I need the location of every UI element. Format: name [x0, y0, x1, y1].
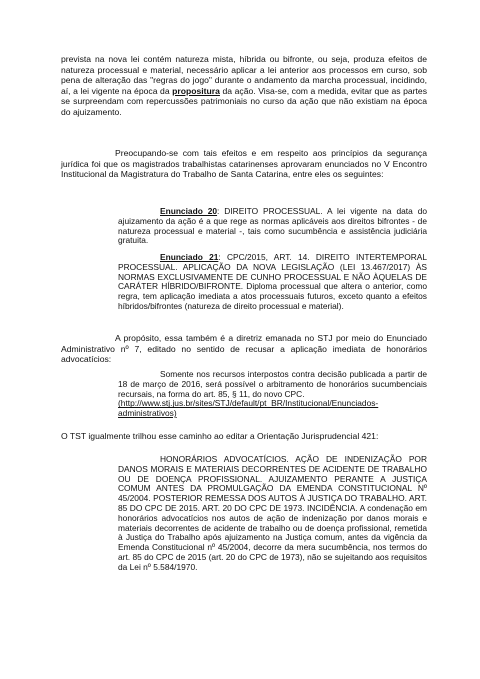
quote-text: : CPC/2015, ART. 14. DIREITO INTERTEMPORAL PROCESSUAL. APLICAÇÃO DA NOVA LEGISLAÇÃO (LEI 13.467/2017) ÀS NORMAS EXCLUSIVAMENTE DE CUNHO PROCESSUAL E NÃO ÀQUELAS DE CARÁTER HÍBRIDO/BIFRONTE. Diploma processual que altera o anterior, como regra, tem aplicação imediata a atos processuais futuros, exceto quanto a efeitos híbridos/bifrontes (natureza de direito processual e material). [118, 252, 428, 311]
paragraph-enunciados-intro [61, 148, 427, 180]
enunciado-21-label: Enunciado 21 [160, 252, 219, 262]
enunciado-20-label: Enunciado 20 [160, 206, 218, 216]
quote-oj-421 [118, 455, 427, 573]
paragraph-text: Preocupando-se com tais efeitos e em respeito aos princípios da segurança jurídica foi que os magistrados trabalhistas catarinenses aprovaram enunciados no V Encontro Institucional da Magistratura do Trabalho de Santa Catarina, entre eles os seguintes: [61, 148, 427, 180]
stj-source-link[interactable]: (http://www.stj.jus.br/sites/STJ/default/pt_BR/Institucional/Enunciados-administrativos) [118, 398, 379, 419]
quote-text: : DIREITO PROCESSUAL. A lei vigente na data do ajuizamento da ação é a que rege as normas aplicáveis aos direitos bifrontes - de natureza processual e material -, tais como sucumbência e assistência judiciária gratuita. [118, 206, 428, 246]
paragraph-stj [61, 333, 427, 365]
paragraph-text: O TST igualmente trilhou esse caminho ao editar a Orientação Jurisprudencial 421: [61, 431, 379, 441]
paragraph-tst [61, 431, 427, 442]
quote-stj-enunciado [118, 370, 427, 419]
quote-text: Somente nos recursos interpostos contra decisão publicada a partir de 18 de março de 2016, será possível o arbitramento de honorários sucumbenciais recursais, na forma do art. 85, § 11, do novo CPC. [118, 369, 427, 399]
emphasis-propositura: propositura [172, 85, 220, 96]
paragraph-text: da ação. Visa-se, com a medida, evitar que as partes se surpreendam com repercussões patrimoniais no curso da ação que não existiam na época do ajuizamento. [61, 85, 427, 117]
quote-enunciado-20 [118, 207, 427, 246]
quote-text: HONORÁRIOS ADVOCATÍCIOS. AÇÃO DE INDENIZAÇÃO POR DANOS MORAIS E MATERIAIS DECORRENTES DE ACIDENTE DE TRABALHO OU DE DOENÇA PROFISSIONAL. AJUIZAMENTO PERANTE A JUSTIÇA COMUM ANTES DA PROMULGAÇÃO DA EMENDA CONSTITUCIONAL Nº 45/2004. POSTERIOR REMESSA DOS AUTOS À JUSTIÇA DO TRABALHO. ART. 85 DO CPC DE 2015. ART. 20 DO CPC DE 1973. INCIDÊNCIA. A condenação em honorários advocatícios nos autos de ação de indenização por danos morais e materiais decorrentes de acidente de trabalho ou de doença profissional, remetida à Justiça do Trabalho após ajuizamento na Justiça comum, antes da vigência da Emenda Constitucional nº 45/2004, decorre da mera sucumbência, nos termos do art. 85 do CPC de 2015 (art. 20 do CPC de 1973), não se sujeitando aos requisitos da Lei nº 5.584/1970. [118, 454, 427, 572]
paragraph-continuation [61, 54, 427, 118]
paragraph-text: A propósito, essa também é a diretriz emanada no STJ por meio do Enunciado Administrativo nº 7, editado no sentido de recusar a aplicação imediata de honorários advocatícios: [61, 333, 427, 365]
quote-enunciado-21 [118, 253, 427, 312]
paragraph-text: prevista na nova lei contém natureza mista, híbrida ou bifronte, ou seja, produza efeitos de natureza processual e material, necessário aplicar a lei anterior aos processos em curso, sob pena de alteração das "regras do jogo" durante o andamento da marcha processual, incidindo, aí, a lei vigente na época da [61, 54, 427, 96]
